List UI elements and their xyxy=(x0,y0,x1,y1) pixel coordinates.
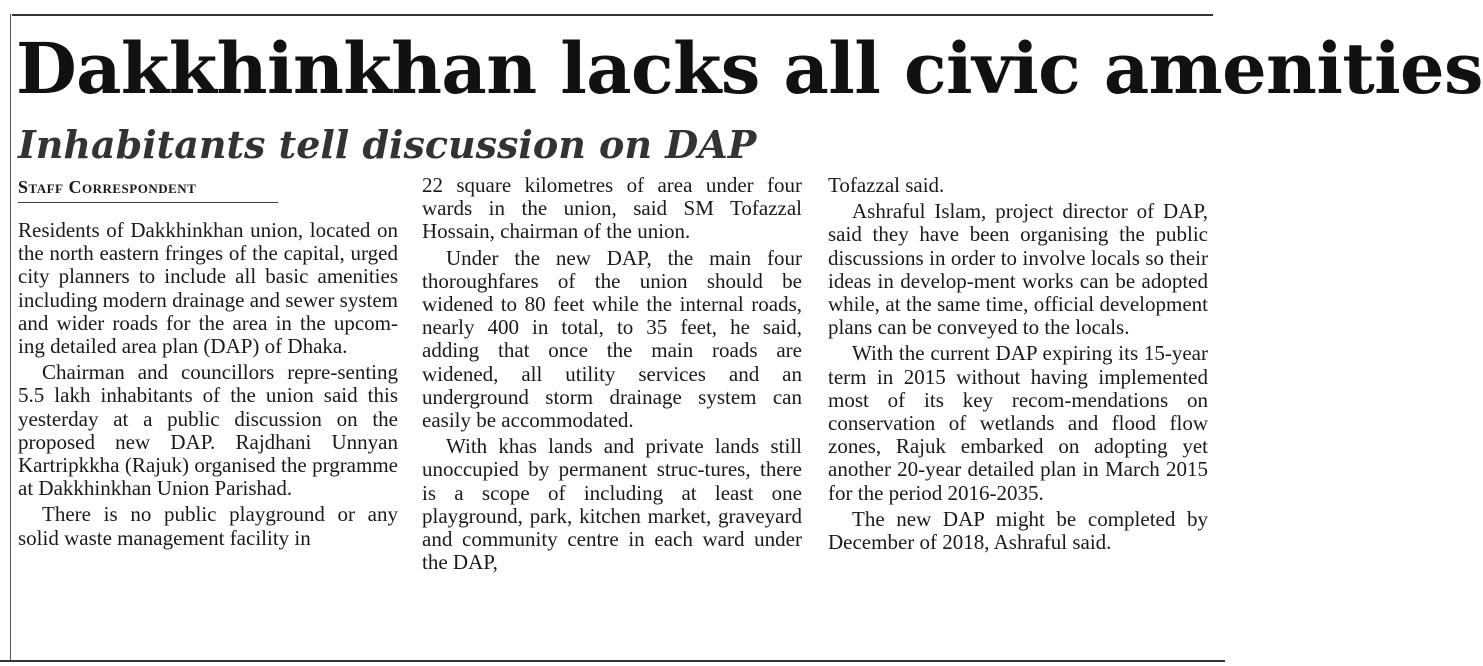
article-column-1 xyxy=(18,174,398,550)
bottom-rule xyxy=(0,660,1225,662)
left-rule xyxy=(10,14,11,660)
paragraph: With khas lands and private lands still unoccupied by permanent struc-tures, there is a scope of including at least one playground, park, kitchen market, graveyard and community centre in each ward under the DAP, xyxy=(422,434,802,575)
paragraph: Ashraful Islam, project director of DAP, said they have been organising the public discussions in order to involve locals so their ideas in develop-ment works can be adopted while, at the same time, official development plans can be conveyed to the locals. xyxy=(828,199,1208,340)
paragraph: With the current DAP expiring its 15-year term in 2015 without having implemented most of its key recom-mendations on conservation of wetlands and flood flow zones, Rajuk embarked on adopting yet another 20-year detailed plan in March 2015 for the period 2016-2035. xyxy=(828,341,1208,505)
top-rule xyxy=(12,14,1213,16)
paragraph: Chairman and councillors repre-senting 5.5 lakh inhabitants of the union said this yesterday at a public discussion on the proposed new DAP. Rajdhani Unnyan Kartripkkha (Rajuk) organised the prgramme at Dakkhinkhan Union Parishad. xyxy=(18,360,398,501)
byline: Staff Correspondent xyxy=(18,176,278,203)
paragraph: Under the new DAP, the main four thoroughfares of the union should be widened to 80 feet while the internal roads, nearly 400 in total, to 35 feet, he said, adding that once the main roads are widened, all utility services and an underground storm drainage system can easily be accommodated. xyxy=(422,245,802,433)
article-column-3 xyxy=(828,174,1208,554)
paragraph: There is no public playground or any solid waste management facility in xyxy=(18,502,398,550)
headline: Dakkhinkhan lacks all civic amenities xyxy=(16,27,1483,110)
paragraph: Residents of Dakkhinkhan union, located on the north eastern fringes of the capital, urged city planners to include all basic amenities including modern drainage and sewer system and wider roads for the area in the upcom-ing detailed area plan (DAP) of Dhaka. xyxy=(18,218,398,359)
paragraph: The new DAP might be completed by December of 2018, Ashraful said. xyxy=(828,506,1208,555)
paragraph: 22 square kilometres of area under four wards in the union, said SM Tofazzal Hossain, chairman of the union. xyxy=(422,173,802,244)
article-column-2 xyxy=(422,174,802,574)
subheadline: Inhabitants tell discussion on DAP xyxy=(18,122,757,167)
paragraph: Tofazzal said. xyxy=(828,173,945,197)
